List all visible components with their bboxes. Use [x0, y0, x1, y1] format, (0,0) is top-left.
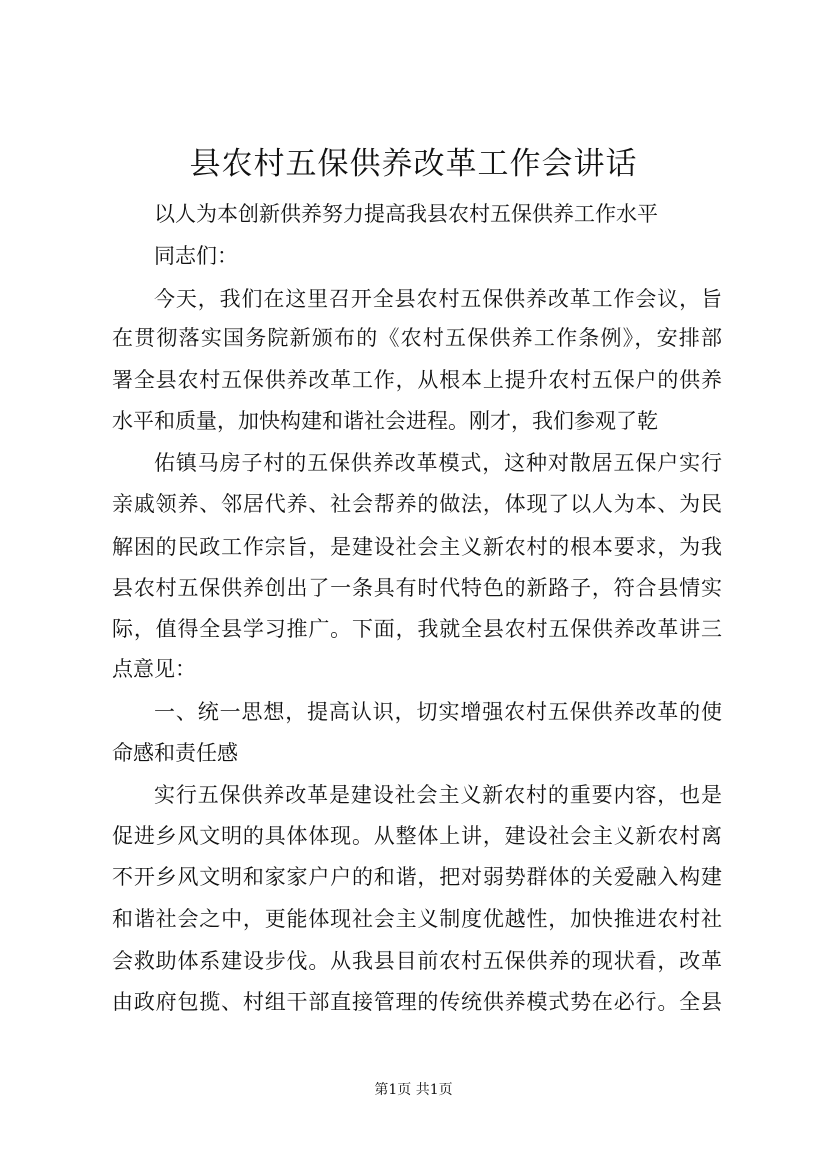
paragraph-line: 佑镇马房子村的五保供养改革模式，这种对散居五保户实行	[154, 451, 722, 475]
paragraph-line: 由政府包揽、村组干部直接管理的传统供养模式势在必行。全县	[112, 990, 722, 1014]
paragraph-line: 会救助体系建设步伐。从我县目前农村五保供养的现状看，改革	[112, 949, 722, 973]
paragraph-line: 水平和质量，加快构建和谐社会进程。刚才，我们参观了乾	[112, 409, 658, 433]
paragraph-line: 不开乡风文明和家家户户的和谐，把对弱势群体的关爱融入构建	[112, 865, 722, 889]
paragraph-line: 点意见：	[112, 657, 196, 681]
paragraph-line: 署全县农村五保供养改革工作，从根本上提升农村五保户的供养	[112, 368, 722, 392]
paragraph-line: 县农村五保供养创出了一条具有时代特色的新路子，符合县情实	[112, 576, 722, 600]
paragraph-line: 今天，我们在这里召开全县农村五保供养改革工作会议，旨	[154, 287, 722, 311]
paragraph-line: 际，值得全县学习推广。下面，我就全县农村五保供养改革讲三	[112, 617, 722, 641]
salutation-line: 同志们：	[154, 244, 238, 268]
paragraph-line: 在贯彻落实国务院新颁布的《农村五保供养工作条例》，安排部	[112, 326, 722, 350]
paragraph-line: 促进乡风文明的具体体现。从整体上讲，建设社会主义新农村离	[112, 824, 722, 848]
paragraph-line: 解困的民政工作宗旨，是建设社会主义新农村的根本要求，为我	[112, 535, 722, 559]
page-number-footer: 第1页 共1页	[374, 1082, 453, 1098]
section-heading-line: 命感和责任感	[112, 741, 238, 765]
subtitle-line: 以人为本创新供养努力提高我县农村五保供养工作水平	[154, 202, 658, 226]
document-title: 县农村五保供养改革工作会讲话	[189, 146, 638, 182]
paragraph-line: 和谐社会之中，更能体现社会主义制度优越性，加快推进农村社	[112, 907, 722, 931]
paragraph-line: 实行五保供养改革是建设社会主义新农村的重要内容，也是	[154, 783, 722, 807]
section-heading-line: 一、统一思想，提高认识，切实增强农村五保供养改革的使	[154, 700, 722, 724]
paragraph-line: 亲戚领养、邻居代养、社会帮养的做法，体现了以人为本、为民	[112, 492, 722, 516]
